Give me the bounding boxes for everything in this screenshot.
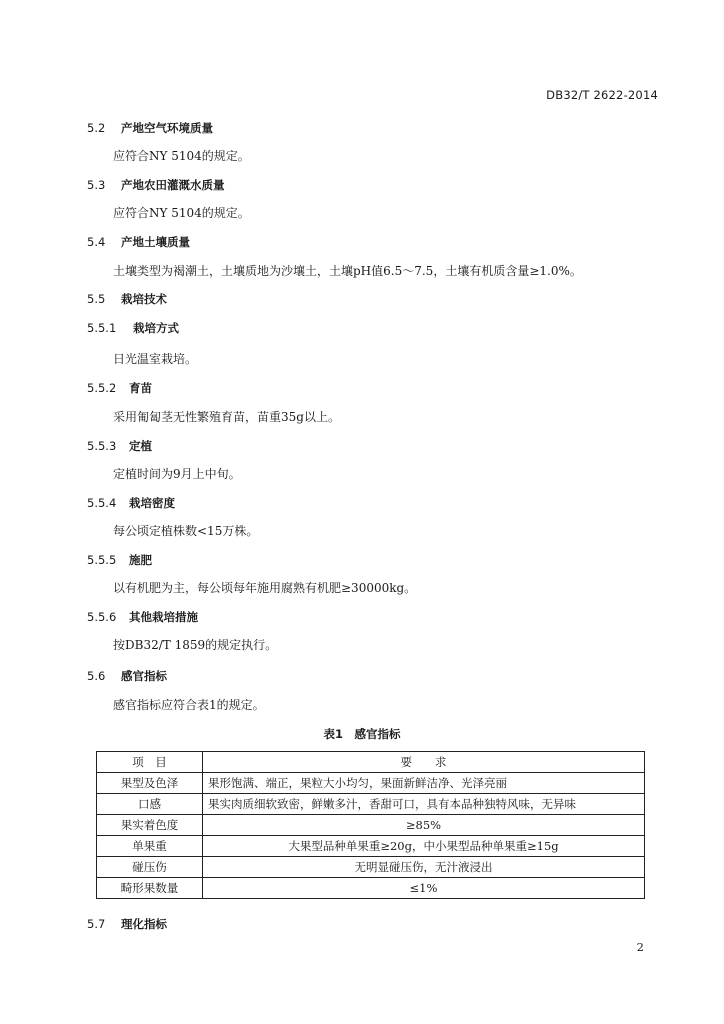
- table-cell-requirement: 果形饱满、端正，果粒大小均匀，果面新鲜洁净、光泽亮丽: [203, 773, 645, 794]
- section-number: 5.5.4: [87, 496, 117, 510]
- section-heading-5-6: [87, 668, 167, 684]
- section-heading-5-2: [87, 120, 213, 136]
- table-cell-requirement: ≤1%: [203, 878, 645, 899]
- paragraph: 按DB32/T 1859的规定执行。: [113, 638, 278, 652]
- table-row: [97, 836, 645, 857]
- section-title: 产地空气环境质量: [121, 121, 214, 135]
- table-row: [97, 815, 645, 836]
- table-row: [97, 794, 645, 815]
- paragraph: 采用匍匐茎无性繁殖育苗，苗重35g以上。: [113, 410, 340, 424]
- section-number: 5.5.3: [87, 439, 117, 453]
- section-number: 5.5: [87, 292, 106, 306]
- table-cell-item: 口感: [97, 794, 203, 815]
- table-cell-item: 畸形果数量: [97, 878, 203, 899]
- section-title: 定植: [129, 439, 153, 453]
- section-heading-5-5-6: [87, 609, 198, 625]
- section-title: 栽培技术: [121, 292, 168, 306]
- table-cell-requirement: 无明显碰压伤，无汁液浸出: [203, 857, 645, 878]
- section-number: 5.3: [87, 178, 106, 192]
- section-number: 5.2: [87, 121, 106, 135]
- section-number: 5.6: [87, 669, 106, 683]
- paragraph: 每公顷定植株数<15万株。: [113, 524, 259, 538]
- section-number: 5.5.1: [87, 321, 117, 335]
- paragraph: 土壤类型为褐潮土，土壤质地为沙壤土，土壤pH值6.5～7.5，土壤有机质含量≥1.0%。: [113, 264, 582, 278]
- table-cell-requirement: 果实肉质细软致密，鲜嫩多汁，香甜可口，具有本品种独特风味，无异味: [203, 794, 645, 815]
- section-number: 5.5.2: [87, 381, 117, 395]
- page-number: 2: [636, 940, 644, 954]
- sensory-index-table: [96, 751, 645, 899]
- section-heading-5-7: [87, 916, 167, 932]
- paragraph: 应符合NY 5104的规定。: [113, 206, 250, 220]
- table-cell-requirement: ≥85%: [203, 815, 645, 836]
- section-heading-5-3: [87, 177, 225, 193]
- paragraph: 定植时间为9月上中旬。: [113, 467, 241, 481]
- table-header-cell: 要 求: [203, 752, 645, 773]
- section-heading-5-5: [87, 291, 167, 307]
- table-cell-item: 碰压伤: [97, 857, 203, 878]
- table-row: [97, 773, 645, 794]
- table-caption: 表1 感官指标: [323, 727, 401, 741]
- section-title: 施肥: [129, 553, 153, 567]
- table-cell-requirement: 大果型品种单果重≥20g，中小果型品种单果重≥15g: [203, 836, 645, 857]
- table-cell-item: 果实着色度: [97, 815, 203, 836]
- section-title: 产地土壤质量: [121, 235, 191, 249]
- paragraph: 以有机肥为主，每公顷每年施用腐熟有机肥≥30000kg。: [113, 581, 417, 595]
- section-title: 栽培方式: [133, 321, 180, 335]
- document-code: DB32/T 2622-2014: [546, 88, 658, 102]
- section-title: 感官指标: [121, 669, 168, 683]
- table-cell-item: 单果重: [97, 836, 203, 857]
- table-header-cell: 项 目: [97, 752, 203, 773]
- section-heading-5-5-1: [87, 320, 179, 336]
- section-number: 5.5.5: [87, 553, 117, 567]
- paragraph: 日光温室栽培。: [113, 352, 198, 366]
- section-heading-5-4: [87, 234, 190, 250]
- section-heading-5-5-3: [87, 438, 152, 454]
- section-title: 育苗: [129, 381, 153, 395]
- table-row: [97, 878, 645, 899]
- section-title: 产地农田灌溉水质量: [121, 178, 225, 192]
- paragraph: 感官指标应符合表1的规定。: [113, 698, 265, 712]
- section-number: 5.5.6: [87, 610, 117, 624]
- section-heading-5-5-4: [87, 495, 175, 511]
- section-heading-5-5-2: [87, 380, 152, 396]
- table-cell-item: 果型及色泽: [97, 773, 203, 794]
- section-title: 理化指标: [121, 917, 168, 931]
- table-row: [97, 857, 645, 878]
- paragraph: 应符合NY 5104的规定。: [113, 149, 250, 163]
- section-title: 其他栽培措施: [129, 610, 199, 624]
- section-title: 栽培密度: [129, 496, 176, 510]
- table-header-row: [97, 752, 645, 773]
- section-heading-5-5-5: [87, 552, 152, 568]
- section-number: 5.4: [87, 235, 106, 249]
- section-number: 5.7: [87, 917, 106, 931]
